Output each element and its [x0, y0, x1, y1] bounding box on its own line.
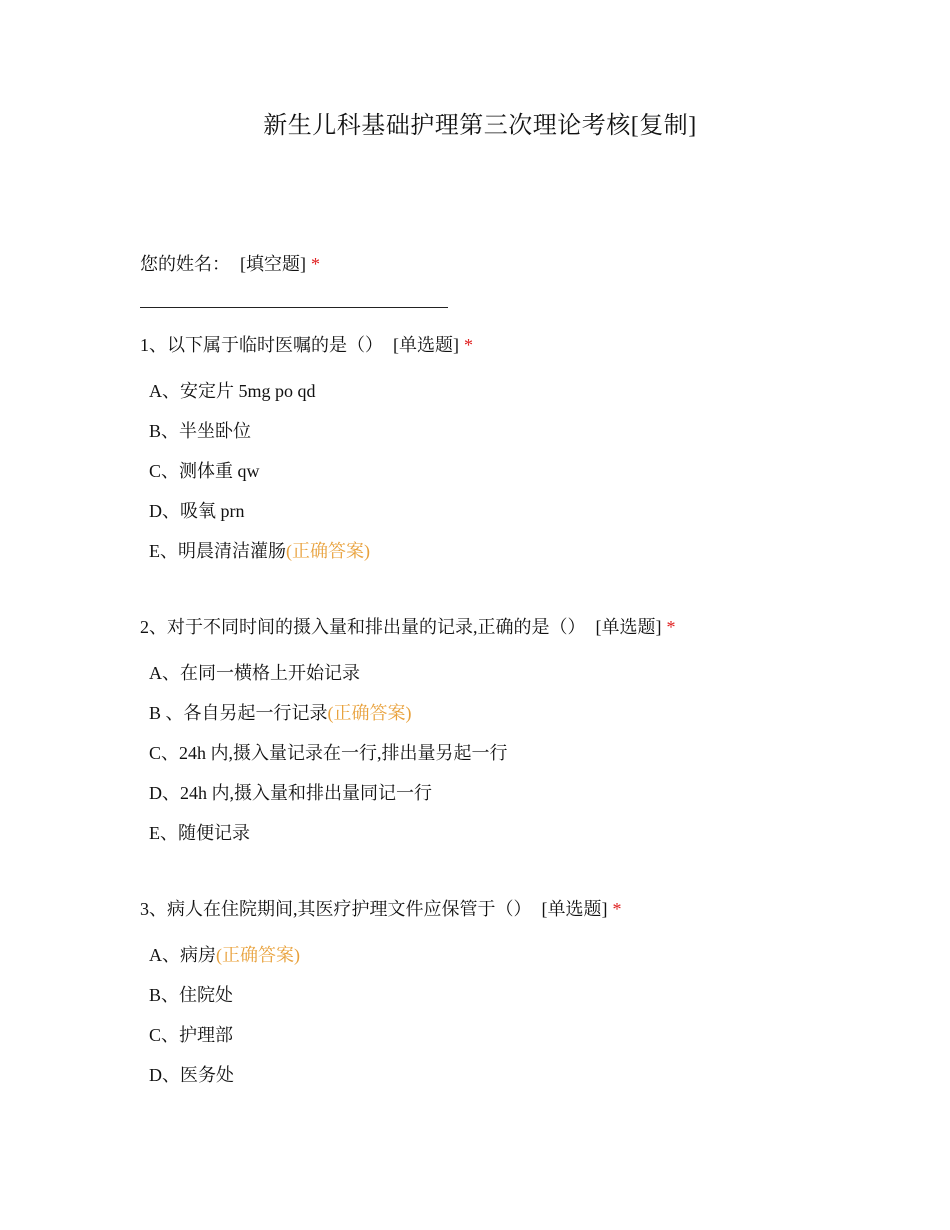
required-mark: * [666, 617, 676, 637]
name-question [140, 251, 320, 277]
option-label: C、24h 内,摄入量记录在一行,排出量另起一行 [149, 743, 508, 763]
question-2 [140, 614, 676, 640]
option-q2-c[interactable] [149, 740, 508, 766]
option-label: D、医务处 [149, 1065, 234, 1085]
question-3 [140, 896, 622, 922]
page-title: 新生儿科基础护理第三次理论考核[复制] [263, 113, 697, 139]
question-text: 1、以下属于临时医嘱的是（） [140, 335, 383, 355]
question-text: 2、对于不同时间的摄入量和排出量的记录,正确的是（） [140, 617, 586, 637]
required-mark: * [311, 254, 320, 274]
option-label: C、护理部 [149, 1025, 234, 1045]
question-type: [填空题] [240, 254, 306, 274]
name-answer-line[interactable] [140, 307, 448, 308]
option-label: D、吸氧 prn [149, 501, 245, 521]
name-label: 您的姓名： [140, 254, 230, 274]
option-q1-a[interactable] [149, 378, 316, 404]
option-label: E、随便记录 [149, 823, 250, 843]
option-label: A、安定片 5mg po qd [149, 381, 316, 401]
question-1 [140, 332, 473, 358]
option-q3-d[interactable] [149, 1062, 234, 1088]
option-label: B 、各自另起一行记录 [149, 703, 328, 723]
option-q3-a[interactable] [149, 942, 300, 968]
option-label: E、明晨清洁灌肠 [149, 541, 286, 561]
correct-answer-tag: (正确答案) [216, 945, 300, 965]
option-q1-c[interactable] [149, 458, 260, 484]
option-q1-d[interactable] [149, 498, 245, 524]
option-label: A、病房 [149, 945, 216, 965]
option-q2-e[interactable] [149, 820, 250, 846]
correct-answer-tag: (正确答案) [286, 541, 370, 561]
option-q1-e[interactable] [149, 538, 370, 564]
option-label: C、测体重 qw [149, 461, 260, 481]
option-q3-b[interactable] [149, 982, 233, 1008]
option-label: B、住院处 [149, 985, 234, 1005]
question-type: [单选题] [595, 617, 662, 637]
option-q2-a[interactable] [149, 660, 360, 686]
option-q3-c[interactable] [149, 1022, 233, 1048]
option-q2-d[interactable] [149, 780, 432, 806]
option-label: B、半坐卧位 [149, 421, 252, 441]
question-text: 3、病人在住院期间,其医疗护理文件应保管于（） [140, 899, 532, 919]
option-q2-b[interactable] [149, 700, 412, 726]
required-mark: * [464, 335, 473, 355]
question-type: [单选题] [393, 335, 459, 355]
option-q1-b[interactable] [149, 418, 251, 444]
option-label: D、24h 内,摄入量和排出量同记一行 [149, 783, 432, 803]
required-mark: * [612, 899, 622, 919]
question-type: [单选题] [541, 899, 608, 919]
option-label: A、在同一横格上开始记录 [149, 663, 360, 683]
correct-answer-tag: (正确答案) [327, 703, 412, 723]
